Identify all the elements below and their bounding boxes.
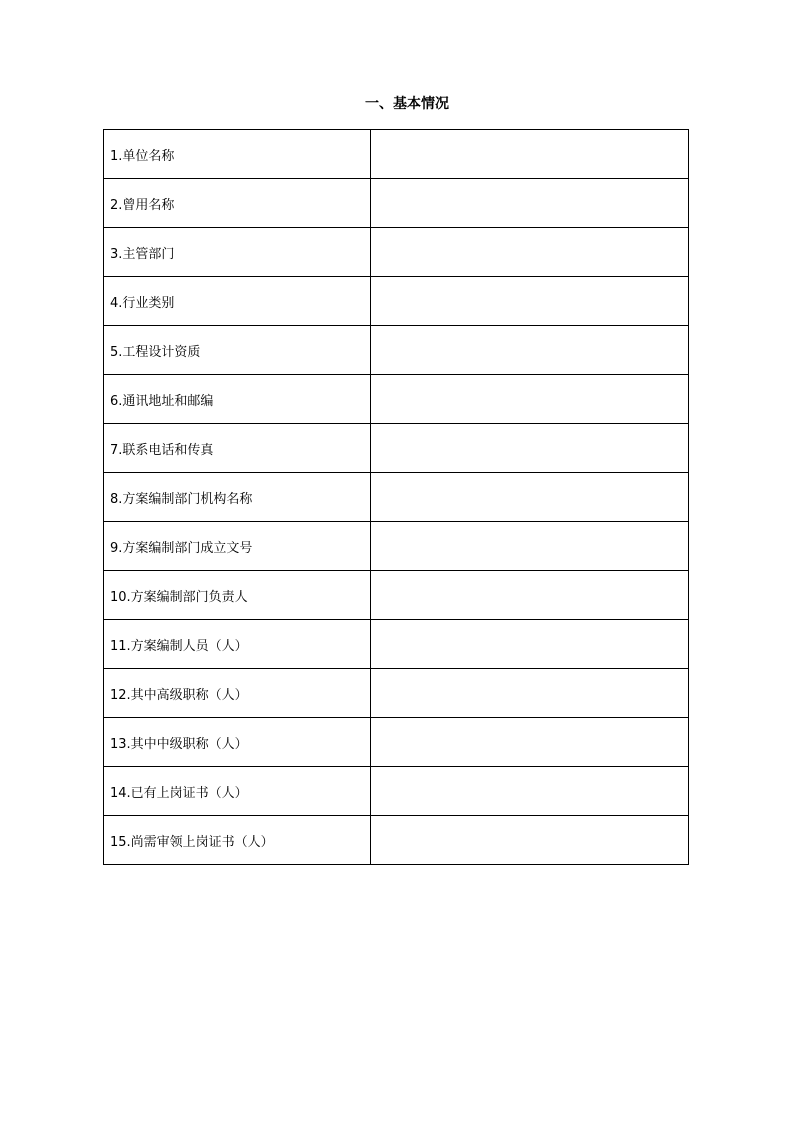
table-row bbox=[104, 669, 689, 718]
row-label: 12.其中高级职称（人） bbox=[104, 669, 371, 718]
table-row bbox=[104, 424, 689, 473]
table-row bbox=[104, 277, 689, 326]
page-title: 一、基本情况 bbox=[365, 96, 449, 112]
row-label: 7.联系电话和传真 bbox=[104, 424, 371, 473]
table-row bbox=[104, 326, 689, 375]
row-label: 5.工程设计资质 bbox=[104, 326, 371, 375]
row-value-field[interactable] bbox=[371, 816, 689, 865]
row-label: 4.行业类别 bbox=[104, 277, 371, 326]
row-value-field[interactable] bbox=[371, 473, 689, 522]
row-value-field[interactable] bbox=[371, 228, 689, 277]
row-label: 9.方案编制部门成立文号 bbox=[104, 522, 371, 571]
basic-info-table bbox=[103, 129, 689, 865]
row-value-field[interactable] bbox=[371, 130, 689, 179]
basic-info-table-body bbox=[104, 130, 689, 865]
table-row bbox=[104, 375, 689, 424]
row-value-field[interactable] bbox=[371, 179, 689, 228]
row-value-field[interactable] bbox=[371, 424, 689, 473]
row-value-field[interactable] bbox=[371, 718, 689, 767]
table-row bbox=[104, 816, 689, 865]
row-value-field[interactable] bbox=[371, 326, 689, 375]
row-label: 8.方案编制部门机构名称 bbox=[104, 473, 371, 522]
row-value-field[interactable] bbox=[371, 620, 689, 669]
row-value-field[interactable] bbox=[371, 767, 689, 816]
table-row bbox=[104, 228, 689, 277]
table-row bbox=[104, 620, 689, 669]
row-label: 14.已有上岗证书（人） bbox=[104, 767, 371, 816]
row-label: 11.方案编制人员（人） bbox=[104, 620, 371, 669]
table-row bbox=[104, 473, 689, 522]
table-row bbox=[104, 571, 689, 620]
table-row bbox=[104, 130, 689, 179]
row-value-field[interactable] bbox=[371, 571, 689, 620]
row-value-field[interactable] bbox=[371, 277, 689, 326]
row-label: 10.方案编制部门负责人 bbox=[104, 571, 371, 620]
row-label: 6.通讯地址和邮编 bbox=[104, 375, 371, 424]
row-label: 3.主管部门 bbox=[104, 228, 371, 277]
table-row bbox=[104, 179, 689, 228]
row-label: 15.尚需审领上岗证书（人） bbox=[104, 816, 371, 865]
row-label: 2.曾用名称 bbox=[104, 179, 371, 228]
row-value-field[interactable] bbox=[371, 522, 689, 571]
table-row bbox=[104, 718, 689, 767]
row-label: 1.单位名称 bbox=[104, 130, 371, 179]
table-row bbox=[104, 522, 689, 571]
row-value-field[interactable] bbox=[371, 375, 689, 424]
row-label: 13.其中中级职称（人） bbox=[104, 718, 371, 767]
table-row bbox=[104, 767, 689, 816]
row-value-field[interactable] bbox=[371, 669, 689, 718]
